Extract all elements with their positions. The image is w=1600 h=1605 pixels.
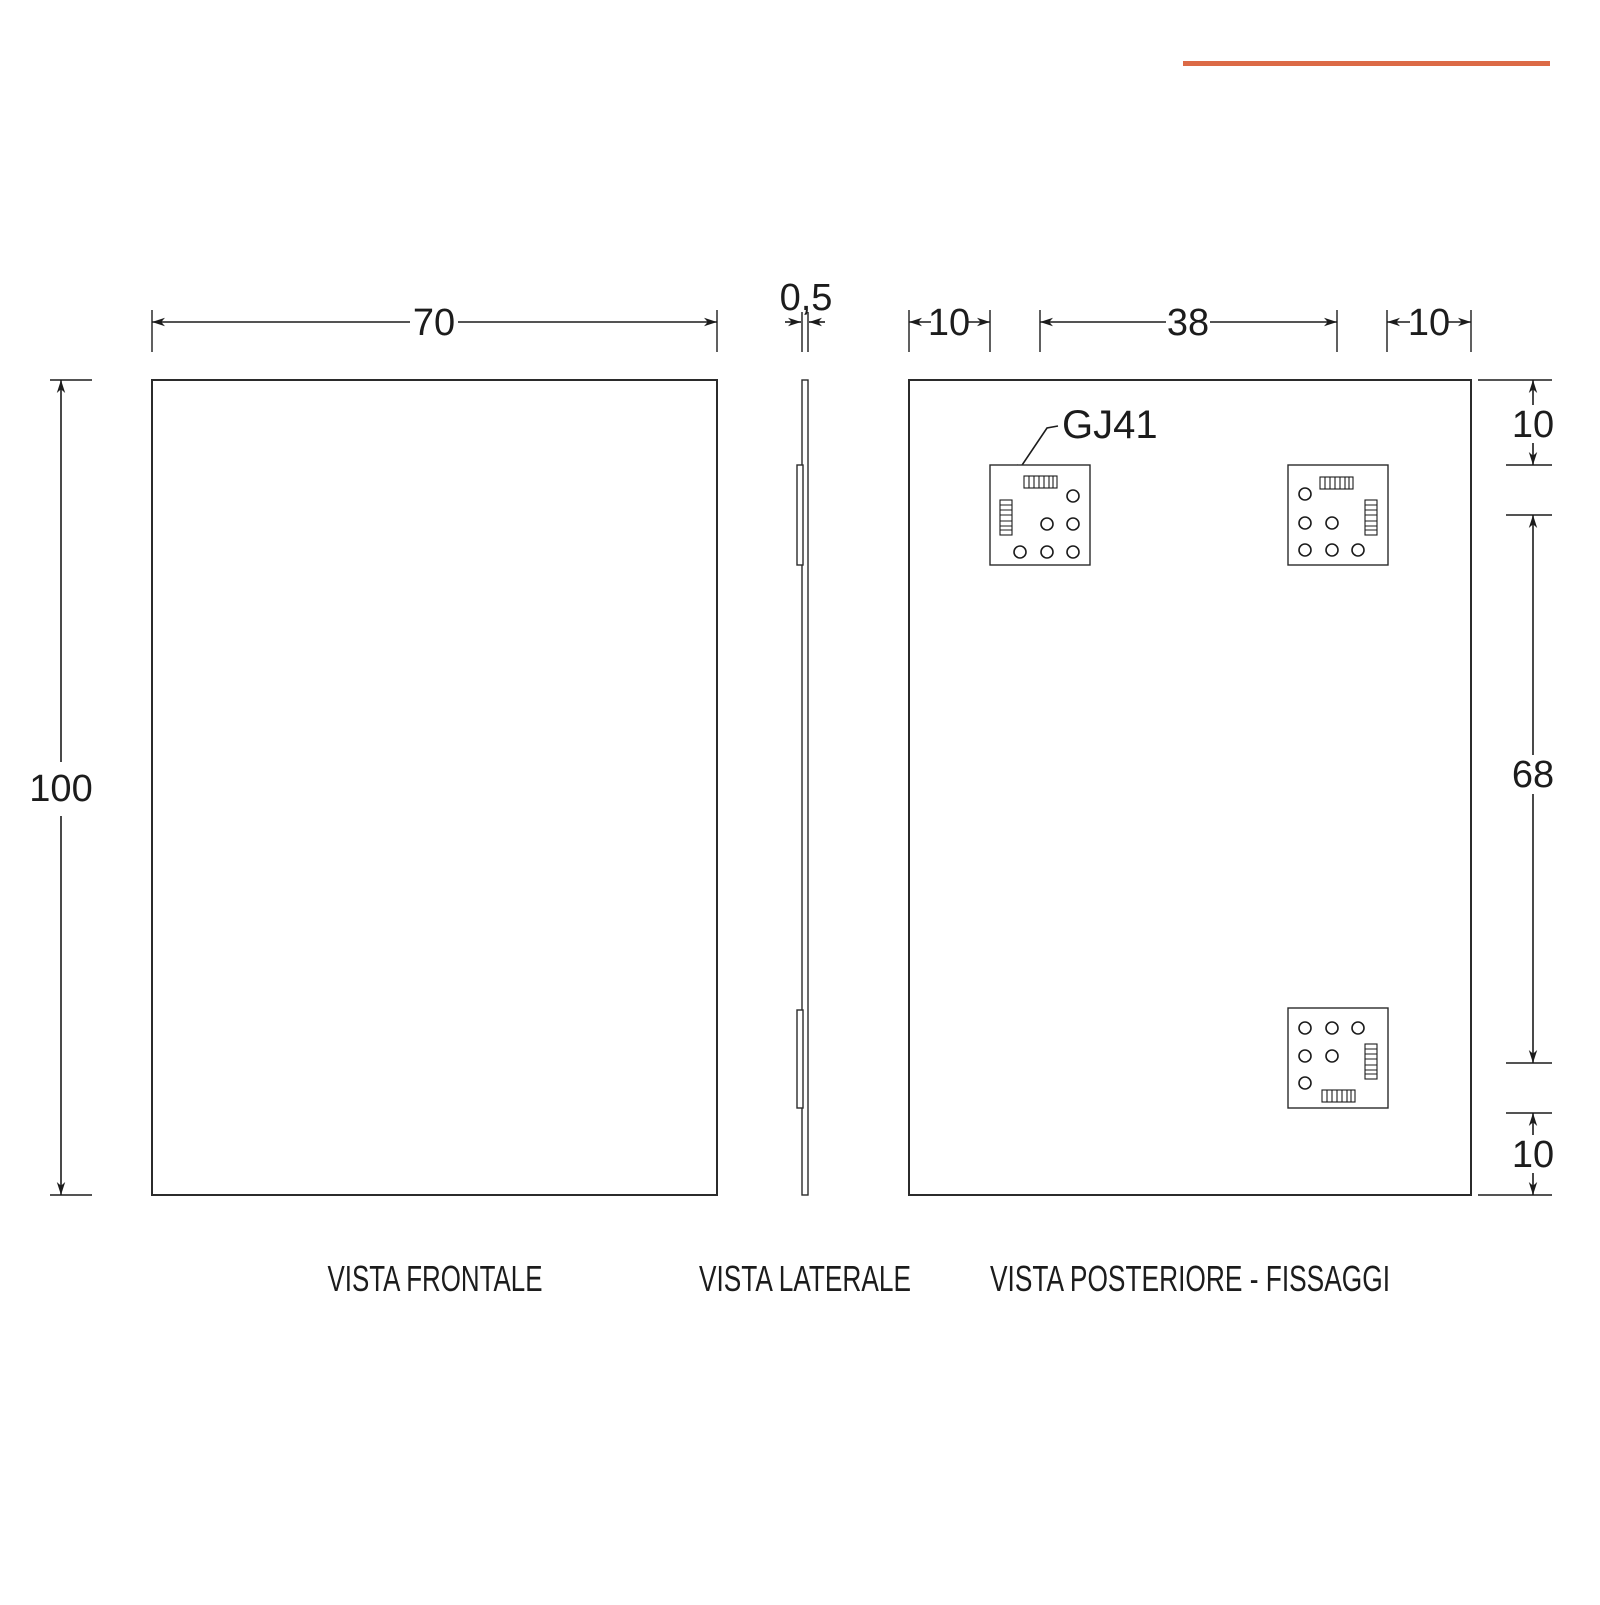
rear-right-span-value: 68 (1511, 754, 1555, 796)
front-view (29, 302, 717, 1195)
bracket-code-label: GJ41 (1062, 403, 1158, 447)
accent-bar (1183, 61, 1550, 66)
front-height-dimension (29, 380, 92, 1195)
bracket-top-right (1288, 465, 1388, 565)
rear-top-right-value: 10 (1407, 302, 1451, 344)
front-view-mirror-outline (152, 380, 717, 1195)
rear-right-bottom-value: 10 (1511, 1134, 1555, 1176)
side-thickness-dimension (780, 277, 833, 352)
rear-top-right-dimension (1387, 302, 1471, 352)
bracket-top-left (990, 465, 1090, 565)
rear-right-top-value: 10 (1511, 404, 1555, 446)
rear-view (909, 302, 1554, 1195)
view-captions (328, 1258, 1391, 1299)
front-height-value: 100 (29, 768, 93, 810)
front-view-caption: VISTA FRONTALE (327, 1258, 543, 1299)
rear-view-caption: VISTA POSTERIORE - FISSAGGI (990, 1258, 1390, 1299)
front-width-value: 70 (412, 302, 456, 344)
bracket-bottom-right (1288, 1008, 1388, 1108)
side-view-caption: VISTA LATERALE (699, 1258, 911, 1299)
rear-top-span-value: 38 (1166, 302, 1210, 344)
side-view-bottom-bracket-profile (797, 1010, 803, 1108)
rear-right-top-dimension (1512, 380, 1554, 465)
rear-top-span-dimension (1040, 302, 1337, 352)
side-view (780, 277, 833, 1195)
rear-right-span-dimension (1512, 515, 1554, 1063)
rear-top-left-dimension (909, 302, 990, 352)
side-thickness-value: 0,5 (779, 277, 833, 319)
rear-top-left-value: 10 (927, 302, 971, 344)
rear-right-bottom-dimension (1512, 1113, 1554, 1195)
front-width-dimension (152, 302, 717, 352)
side-view-top-bracket-profile (797, 465, 803, 565)
